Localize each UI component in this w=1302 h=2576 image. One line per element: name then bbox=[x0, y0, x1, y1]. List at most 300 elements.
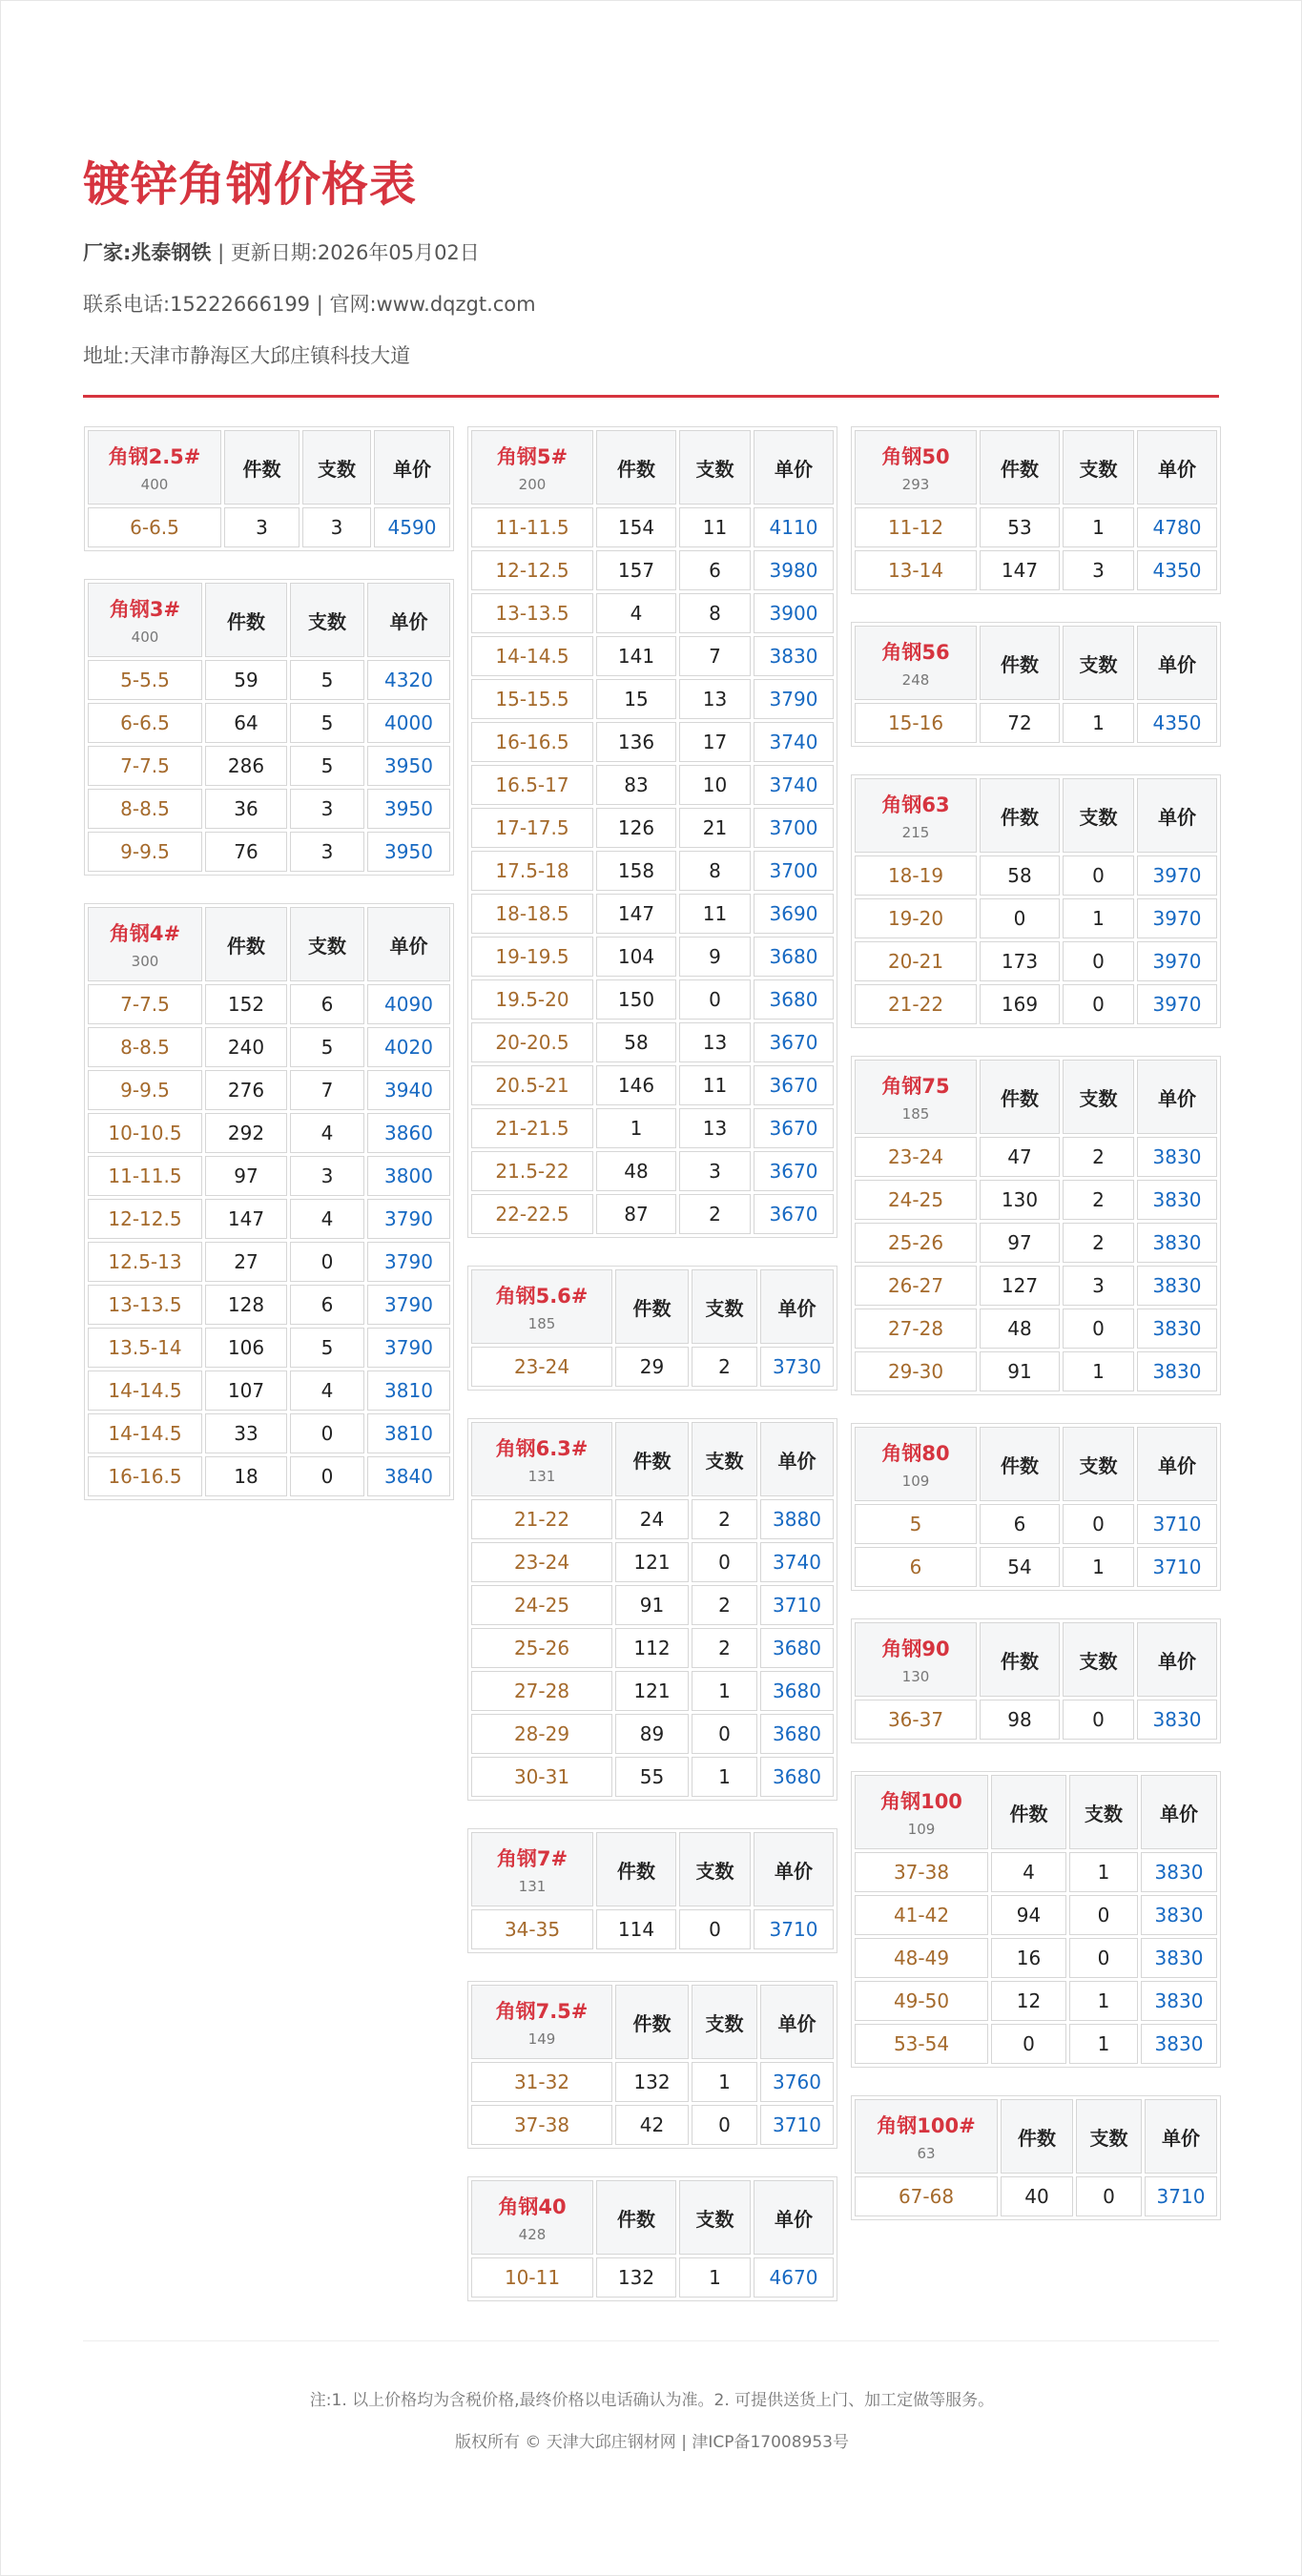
table-name-cell bbox=[471, 1985, 612, 2059]
pcs-header: 支数 bbox=[1063, 1060, 1134, 1134]
qty-cell: 276 bbox=[205, 1070, 287, 1110]
pcs-cell: 4 bbox=[290, 1113, 364, 1153]
steel-name: 角钢80 bbox=[881, 1442, 950, 1465]
steel-name: 角钢5# bbox=[496, 445, 568, 468]
price-cell: 3790 bbox=[367, 1328, 450, 1368]
spec-cell: 11-11.5 bbox=[471, 507, 593, 547]
contact-line: 联系电话:15222666199 | 官网:www.dqzgt.com bbox=[83, 293, 536, 316]
pcs-header: 支数 bbox=[679, 430, 751, 505]
table-name-cell bbox=[471, 1832, 593, 1906]
pcs-cell: 7 bbox=[290, 1070, 364, 1110]
table-row bbox=[471, 507, 834, 547]
page-title: 镀锌角钢价格表 bbox=[83, 157, 418, 212]
table-row bbox=[855, 550, 1217, 590]
qty-cell: 53 bbox=[980, 507, 1060, 547]
price-cell: 3830 bbox=[1141, 2024, 1217, 2064]
price-cell: 3710 bbox=[760, 2105, 834, 2145]
qty-header: 件数 bbox=[1001, 2099, 1073, 2174]
table-row bbox=[855, 1266, 1217, 1306]
pcs-cell: 11 bbox=[679, 894, 751, 934]
steel-weight: 149 bbox=[527, 2030, 556, 2048]
steel-weight: 185 bbox=[527, 1315, 556, 1332]
pcs-cell: 3 bbox=[290, 1156, 364, 1196]
price-cell: 3710 bbox=[1137, 1547, 1217, 1587]
table-name-cell bbox=[855, 2099, 998, 2174]
spec-cell: 12-12.5 bbox=[471, 550, 593, 590]
qty-cell: 24 bbox=[615, 1499, 689, 1539]
table-row bbox=[471, 1671, 834, 1711]
spec-cell: 17.5-18 bbox=[471, 851, 593, 891]
spec-cell: 12.5-13 bbox=[88, 1242, 202, 1282]
table-row bbox=[471, 636, 834, 676]
price-cell: 3830 bbox=[1137, 1351, 1217, 1391]
pcs-cell: 5 bbox=[290, 703, 364, 743]
price-header: 单价 bbox=[1137, 778, 1217, 853]
pcs-cell: 2 bbox=[692, 1499, 757, 1539]
qty-cell: 6 bbox=[980, 1504, 1060, 1544]
price-cell: 3950 bbox=[367, 746, 450, 786]
price-table bbox=[467, 1828, 837, 1953]
spec-cell: 67-68 bbox=[855, 2176, 998, 2216]
price-cell: 4320 bbox=[367, 660, 450, 700]
header-divider bbox=[83, 395, 1219, 398]
qty-cell: 29 bbox=[615, 1347, 689, 1387]
spec-cell: 23-24 bbox=[471, 1347, 612, 1387]
price-header: 单价 bbox=[760, 1269, 834, 1344]
price-cell: 4350 bbox=[1137, 550, 1217, 590]
footer-copyright: 版权所有 © 天津大邱庄钢材网 | 津ICP备17008953号 bbox=[454, 2433, 849, 2452]
price-table bbox=[467, 2176, 837, 2301]
table-header-row bbox=[471, 1422, 834, 1496]
table-row bbox=[855, 1895, 1217, 1935]
steel-name: 角钢7# bbox=[496, 1847, 568, 1870]
spec-cell: 21.5-22 bbox=[471, 1151, 593, 1191]
price-cell: 3670 bbox=[754, 1194, 834, 1234]
price-cell: 3680 bbox=[760, 1757, 834, 1797]
steel-weight: 400 bbox=[140, 476, 169, 493]
qty-cell: 126 bbox=[596, 808, 676, 848]
pcs-cell: 1 bbox=[1063, 898, 1134, 938]
table-row bbox=[471, 593, 834, 633]
price-cell: 3830 bbox=[1137, 1266, 1217, 1306]
price-cell: 3810 bbox=[367, 1413, 450, 1453]
qty-cell: 72 bbox=[980, 703, 1060, 743]
spec-cell: 16-16.5 bbox=[88, 1456, 202, 1496]
price-header: 单价 bbox=[374, 430, 450, 505]
qty-cell: 154 bbox=[596, 507, 676, 547]
price-cell: 4000 bbox=[367, 703, 450, 743]
price-header: 单价 bbox=[367, 583, 450, 657]
price-cell: 3790 bbox=[754, 679, 834, 719]
steel-weight: 200 bbox=[518, 476, 547, 493]
price-cell: 4090 bbox=[367, 984, 450, 1024]
pcs-cell: 0 bbox=[290, 1413, 364, 1453]
qty-cell: 114 bbox=[596, 1909, 676, 1949]
qty-cell: 104 bbox=[596, 937, 676, 977]
table-row bbox=[471, 1347, 834, 1387]
spec-cell: 13-13.5 bbox=[88, 1285, 202, 1325]
pcs-cell: 0 bbox=[290, 1242, 364, 1282]
table-name-cell bbox=[88, 583, 202, 657]
qty-cell: 83 bbox=[596, 765, 676, 805]
qty-cell: 94 bbox=[991, 1895, 1066, 1935]
price-cell: 4670 bbox=[754, 2257, 834, 2298]
price-cell: 3670 bbox=[754, 1151, 834, 1191]
price-table bbox=[467, 1418, 837, 1801]
spec-cell: 7-7.5 bbox=[88, 746, 202, 786]
pcs-cell: 0 bbox=[692, 2105, 757, 2145]
qty-cell: 169 bbox=[980, 984, 1060, 1024]
spec-cell: 27-28 bbox=[855, 1309, 977, 1349]
qty-header: 件数 bbox=[205, 583, 287, 657]
table-row bbox=[471, 1585, 834, 1625]
column-right bbox=[851, 426, 1221, 2248]
price-table bbox=[851, 622, 1221, 747]
steel-weight: 248 bbox=[901, 671, 930, 689]
steel-weight: 293 bbox=[901, 476, 930, 493]
pcs-cell: 17 bbox=[679, 722, 751, 762]
price-cell: 3710 bbox=[760, 1585, 834, 1625]
price-cell: 3680 bbox=[754, 979, 834, 1020]
pcs-cell: 1 bbox=[1069, 1852, 1138, 1892]
pcs-cell: 3 bbox=[302, 507, 371, 547]
table-header-row bbox=[855, 778, 1217, 853]
price-cell: 3700 bbox=[754, 808, 834, 848]
spec-cell: 28-29 bbox=[471, 1714, 612, 1754]
table-row bbox=[471, 1542, 834, 1582]
qty-cell: 91 bbox=[980, 1351, 1060, 1391]
pcs-cell: 0 bbox=[1063, 941, 1134, 981]
spec-cell: 19.5-20 bbox=[471, 979, 593, 1020]
qty-cell: 97 bbox=[205, 1156, 287, 1196]
spec-cell: 20-21 bbox=[855, 941, 977, 981]
table-header-row bbox=[88, 583, 450, 657]
price-table bbox=[851, 774, 1221, 1028]
price-header: 单价 bbox=[1137, 1622, 1217, 1697]
table-header-row bbox=[855, 2099, 1217, 2174]
price-cell: 3830 bbox=[1141, 1981, 1217, 2021]
price-cell: 3690 bbox=[754, 894, 834, 934]
price-cell: 3830 bbox=[1137, 1309, 1217, 1349]
table-name-cell bbox=[471, 1422, 612, 1496]
steel-weight: 400 bbox=[131, 629, 159, 646]
table-name-cell bbox=[471, 2180, 593, 2255]
spec-cell: 21-22 bbox=[855, 984, 977, 1024]
pcs-cell: 2 bbox=[1063, 1137, 1134, 1177]
pcs-cell: 0 bbox=[692, 1542, 757, 1582]
table-header-row bbox=[855, 626, 1217, 700]
steel-name: 角钢100# bbox=[877, 2114, 976, 2137]
qty-header: 件数 bbox=[205, 907, 287, 981]
price-cell: 3800 bbox=[367, 1156, 450, 1196]
table-row bbox=[855, 898, 1217, 938]
table-row bbox=[471, 2062, 834, 2102]
price-cell: 3900 bbox=[754, 593, 834, 633]
pcs-header: 支数 bbox=[1063, 1427, 1134, 1501]
price-table bbox=[467, 1266, 837, 1391]
pcs-cell: 8 bbox=[679, 593, 751, 633]
pcs-cell: 0 bbox=[290, 1456, 364, 1496]
price-cell: 3830 bbox=[754, 636, 834, 676]
pcs-cell: 1 bbox=[1063, 1547, 1134, 1587]
spec-cell: 5-5.5 bbox=[88, 660, 202, 700]
table-row bbox=[855, 855, 1217, 896]
qty-cell: 146 bbox=[596, 1065, 676, 1105]
spec-cell: 25-26 bbox=[471, 1628, 612, 1668]
steel-name: 角钢6.3# bbox=[495, 1437, 589, 1460]
pcs-cell: 6 bbox=[290, 1285, 364, 1325]
price-header: 单价 bbox=[1137, 626, 1217, 700]
table-row bbox=[471, 1108, 834, 1148]
steel-name: 角钢2.5# bbox=[108, 445, 201, 468]
qty-header: 件数 bbox=[991, 1775, 1066, 1849]
qty-header: 件数 bbox=[980, 778, 1060, 853]
table-row bbox=[471, 894, 834, 934]
table-row bbox=[88, 1328, 450, 1368]
spec-cell: 23-24 bbox=[855, 1137, 977, 1177]
pcs-cell: 3 bbox=[290, 789, 364, 829]
price-cell: 4780 bbox=[1137, 507, 1217, 547]
spec-cell: 27-28 bbox=[471, 1671, 612, 1711]
pcs-cell: 3 bbox=[1063, 1266, 1134, 1306]
qty-cell: 0 bbox=[991, 2024, 1066, 2064]
price-cell: 3830 bbox=[1137, 1180, 1217, 1220]
pcs-cell: 5 bbox=[290, 1328, 364, 1368]
price-cell: 3670 bbox=[754, 1108, 834, 1148]
qty-cell: 4 bbox=[596, 593, 676, 633]
table-row bbox=[855, 1351, 1217, 1391]
spec-cell: 22-22.5 bbox=[471, 1194, 593, 1234]
price-header: 单价 bbox=[1137, 430, 1217, 505]
spec-cell: 18-18.5 bbox=[471, 894, 593, 934]
table-row bbox=[855, 1852, 1217, 1892]
pcs-cell: 1 bbox=[1063, 1351, 1134, 1391]
table-header-row bbox=[855, 1775, 1217, 1849]
pcs-cell: 2 bbox=[679, 1194, 751, 1234]
pcs-cell: 3 bbox=[1063, 550, 1134, 590]
table-row bbox=[855, 1547, 1217, 1587]
steel-name: 角钢5.6# bbox=[495, 1285, 589, 1308]
price-cell: 3680 bbox=[760, 1671, 834, 1711]
pcs-header: 支数 bbox=[692, 1985, 757, 2059]
table-row bbox=[471, 979, 834, 1020]
column-middle bbox=[467, 426, 837, 2329]
pcs-cell: 3 bbox=[290, 832, 364, 872]
table-header-row bbox=[471, 430, 834, 505]
spec-cell: 19-19.5 bbox=[471, 937, 593, 977]
pcs-cell: 1 bbox=[692, 2062, 757, 2102]
price-cell: 3830 bbox=[1137, 1223, 1217, 1263]
table-row bbox=[855, 2024, 1217, 2064]
qty-cell: 1 bbox=[596, 1108, 676, 1148]
qty-cell: 15 bbox=[596, 679, 676, 719]
table-row bbox=[88, 1156, 450, 1196]
table-name-cell bbox=[88, 430, 221, 505]
qty-cell: 36 bbox=[205, 789, 287, 829]
qty-cell: 40 bbox=[1001, 2176, 1073, 2216]
qty-header: 件数 bbox=[615, 1985, 689, 2059]
spec-cell: 21-21.5 bbox=[471, 1108, 593, 1148]
spec-cell: 31-32 bbox=[471, 2062, 612, 2102]
qty-header: 件数 bbox=[980, 626, 1060, 700]
spec-cell: 18-19 bbox=[855, 855, 977, 896]
price-cell: 3970 bbox=[1137, 941, 1217, 981]
spec-cell: 6 bbox=[855, 1547, 977, 1587]
pcs-cell: 0 bbox=[679, 979, 751, 1020]
table-name-cell bbox=[855, 626, 977, 700]
table-header-row bbox=[471, 2180, 834, 2255]
price-cell: 4590 bbox=[374, 507, 450, 547]
steel-weight: 130 bbox=[901, 1668, 930, 1685]
price-cell: 3860 bbox=[367, 1113, 450, 1153]
qty-cell: 98 bbox=[980, 1700, 1060, 1740]
pcs-cell: 4 bbox=[290, 1370, 364, 1411]
table-name-cell bbox=[855, 430, 977, 505]
table-row bbox=[88, 660, 450, 700]
table-row bbox=[471, 722, 834, 762]
qty-cell: 91 bbox=[615, 1585, 689, 1625]
spec-cell: 12-12.5 bbox=[88, 1199, 202, 1239]
qty-cell: 55 bbox=[615, 1757, 689, 1797]
pcs-cell: 3 bbox=[679, 1151, 751, 1191]
qty-cell: 130 bbox=[980, 1180, 1060, 1220]
price-header: 单价 bbox=[754, 430, 834, 505]
table-row bbox=[471, 2105, 834, 2145]
qty-cell: 292 bbox=[205, 1113, 287, 1153]
steel-name: 角钢3# bbox=[109, 598, 181, 621]
qty-cell: 87 bbox=[596, 1194, 676, 1234]
pcs-cell: 5 bbox=[290, 746, 364, 786]
pcs-header: 支数 bbox=[290, 907, 364, 981]
price-cell: 3950 bbox=[367, 789, 450, 829]
spec-cell: 21-22 bbox=[471, 1499, 612, 1539]
table-row bbox=[88, 746, 450, 786]
qty-cell: 58 bbox=[596, 1022, 676, 1062]
table-row bbox=[471, 1628, 834, 1668]
maker-label: 厂家: bbox=[83, 241, 132, 264]
pcs-cell: 13 bbox=[679, 1022, 751, 1062]
qty-header: 件数 bbox=[596, 430, 676, 505]
steel-weight: 109 bbox=[901, 1473, 930, 1490]
table-row bbox=[88, 1113, 450, 1153]
pcs-cell: 11 bbox=[679, 507, 751, 547]
pcs-cell: 1 bbox=[692, 1671, 757, 1711]
price-header: 单价 bbox=[367, 907, 450, 981]
pcs-cell: 0 bbox=[1063, 855, 1134, 896]
steel-name: 角钢90 bbox=[881, 1638, 950, 1660]
price-cell: 4020 bbox=[367, 1027, 450, 1067]
spec-cell: 16.5-17 bbox=[471, 765, 593, 805]
price-cell: 3740 bbox=[754, 765, 834, 805]
pcs-cell: 0 bbox=[679, 1909, 751, 1949]
table-name-cell bbox=[855, 778, 977, 853]
price-header: 单价 bbox=[760, 1422, 834, 1496]
price-cell: 3830 bbox=[1141, 1895, 1217, 1935]
qty-cell: 121 bbox=[615, 1671, 689, 1711]
table-name-cell bbox=[855, 1060, 977, 1134]
spec-cell: 23-24 bbox=[471, 1542, 612, 1582]
table-header-row bbox=[88, 907, 450, 981]
price-cell: 3940 bbox=[367, 1070, 450, 1110]
price-cell: 3710 bbox=[754, 1909, 834, 1949]
price-cell: 3980 bbox=[754, 550, 834, 590]
table-name-cell bbox=[471, 1269, 612, 1344]
table-row bbox=[855, 1137, 1217, 1177]
pcs-cell: 13 bbox=[679, 679, 751, 719]
qty-cell: 152 bbox=[205, 984, 287, 1024]
table-header-row bbox=[855, 430, 1217, 505]
steel-weight: 109 bbox=[907, 1821, 936, 1838]
qty-cell: 136 bbox=[596, 722, 676, 762]
pcs-cell: 10 bbox=[679, 765, 751, 805]
spec-cell: 34-35 bbox=[471, 1909, 593, 1949]
pcs-cell: 4 bbox=[290, 1199, 364, 1239]
spec-cell: 16-16.5 bbox=[471, 722, 593, 762]
qty-cell: 112 bbox=[615, 1628, 689, 1668]
pcs-cell: 1 bbox=[1063, 507, 1134, 547]
spec-cell: 14-14.5 bbox=[88, 1370, 202, 1411]
update-date: | 更新日期:2026年05月02日 bbox=[211, 241, 480, 264]
pcs-cell: 8 bbox=[679, 851, 751, 891]
table-row bbox=[471, 2257, 834, 2298]
price-header: 单价 bbox=[754, 2180, 834, 2255]
spec-cell: 6-6.5 bbox=[88, 703, 202, 743]
table-row bbox=[471, 1151, 834, 1191]
table-row bbox=[471, 679, 834, 719]
spec-cell: 5 bbox=[855, 1504, 977, 1544]
table-row bbox=[855, 703, 1217, 743]
table-row bbox=[471, 851, 834, 891]
spec-cell: 53-54 bbox=[855, 2024, 988, 2064]
pcs-cell: 13 bbox=[679, 1108, 751, 1148]
table-row bbox=[471, 550, 834, 590]
spec-cell: 26-27 bbox=[855, 1266, 977, 1306]
price-cell: 3830 bbox=[1141, 1938, 1217, 1978]
pcs-cell: 5 bbox=[290, 1027, 364, 1067]
pcs-header: 支数 bbox=[290, 583, 364, 657]
qty-header: 件数 bbox=[596, 1832, 676, 1906]
price-table bbox=[851, 2095, 1221, 2220]
price-cell: 3790 bbox=[367, 1199, 450, 1239]
steel-weight: 131 bbox=[518, 1878, 547, 1895]
pcs-cell: 2 bbox=[1063, 1223, 1134, 1263]
qty-cell: 147 bbox=[980, 550, 1060, 590]
spec-cell: 10-11 bbox=[471, 2257, 593, 2298]
address-line: 地址:天津市静海区大邱庄镇科技大道 bbox=[83, 344, 411, 367]
price-table bbox=[851, 1056, 1221, 1395]
price-table bbox=[467, 426, 837, 1238]
price-header: 单价 bbox=[1137, 1427, 1217, 1501]
steel-weight: 300 bbox=[131, 953, 159, 970]
qty-cell: 59 bbox=[205, 660, 287, 700]
qty-cell: 141 bbox=[596, 636, 676, 676]
maker-line bbox=[83, 237, 480, 266]
pcs-cell: 1 bbox=[692, 1757, 757, 1797]
pcs-cell: 2 bbox=[692, 1628, 757, 1668]
price-table bbox=[84, 579, 454, 876]
price-cell: 3970 bbox=[1137, 898, 1217, 938]
pcs-cell: 0 bbox=[1063, 1700, 1134, 1740]
table-row bbox=[855, 1309, 1217, 1349]
spec-cell: 6-6.5 bbox=[88, 507, 221, 547]
qty-cell: 107 bbox=[205, 1370, 287, 1411]
price-cell: 3830 bbox=[1141, 1852, 1217, 1892]
qty-header: 件数 bbox=[224, 430, 300, 505]
price-cell: 3700 bbox=[754, 851, 834, 891]
spec-cell: 11-11.5 bbox=[88, 1156, 202, 1196]
spec-cell: 9-9.5 bbox=[88, 832, 202, 872]
table-header-row bbox=[471, 1985, 834, 2059]
